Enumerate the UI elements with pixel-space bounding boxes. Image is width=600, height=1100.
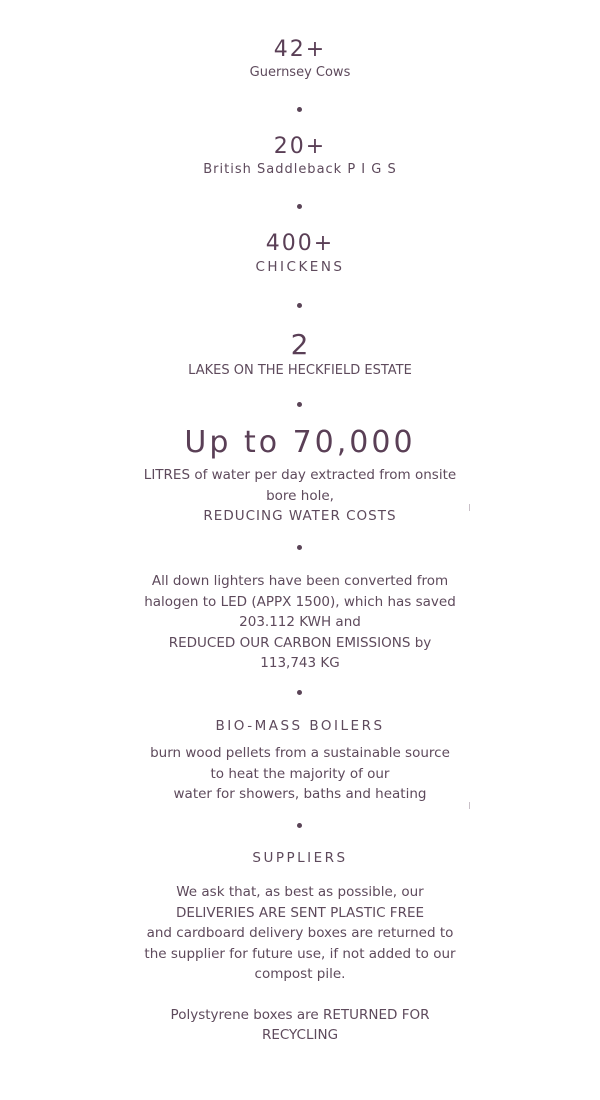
suppliers-line: compost pile. bbox=[254, 966, 346, 982]
lighting-section bbox=[0, 571, 600, 674]
stat-lakes-label: LAKES ON THE HECKFIELD ESTATE bbox=[188, 363, 412, 378]
lighting-line: REDUCED OUR CARBON EMISSIONS by bbox=[168, 634, 432, 651]
stat-lakes-number: 2 bbox=[290, 328, 310, 361]
lighting-line: 113,743 KG bbox=[260, 655, 340, 671]
stat-chickens-number: 400+ bbox=[265, 231, 335, 256]
stat-cows-number: 42+ bbox=[273, 37, 327, 62]
stat-pigs-label: British Saddleback P I G S bbox=[203, 162, 397, 177]
stat-pigs bbox=[0, 133, 600, 179]
lighting-line: 203.112 KWH and bbox=[239, 614, 361, 630]
stat-chickens-label: CHICKENS bbox=[255, 259, 345, 275]
separator-dot bbox=[297, 303, 302, 308]
decorative-mark bbox=[469, 802, 470, 809]
boilers-line: water for showers, baths and heating bbox=[173, 786, 427, 802]
suppliers-line: Polystyrene boxes are RETURNED FOR bbox=[170, 1006, 430, 1023]
boilers-line: to heat the majority of our bbox=[210, 765, 390, 782]
separator-dot bbox=[297, 402, 302, 407]
decorative-mark bbox=[469, 504, 470, 511]
suppliers-line: RECYCLING bbox=[261, 1027, 339, 1043]
boilers-heading: BIO-MASS BOILERS bbox=[215, 718, 385, 734]
stat-pigs-number: 20+ bbox=[273, 134, 327, 159]
suppliers-line: We ask that, as best as possible, our bbox=[176, 884, 424, 900]
suppliers-line: the supplier for future use, if not added to our bbox=[144, 945, 456, 962]
separator-dot bbox=[297, 823, 302, 828]
stat-water-line: REDUCING WATER COSTS bbox=[203, 508, 397, 524]
stat-chickens bbox=[0, 230, 600, 276]
stat-cows bbox=[0, 36, 600, 82]
suppliers-section bbox=[0, 848, 600, 1046]
separator-dot bbox=[297, 204, 302, 209]
boilers-section bbox=[0, 716, 600, 805]
suppliers-heading: SUPPLIERS bbox=[252, 850, 348, 866]
separator-dot bbox=[297, 545, 302, 550]
lighting-line: halogen to LED (APPX 1500), which has saved bbox=[144, 593, 456, 610]
stat-water-line: LITRES of water per day extracted from onsite bbox=[143, 467, 457, 483]
stat-water bbox=[0, 425, 600, 526]
stat-cows-label: Guernsey Cows bbox=[249, 65, 351, 80]
stat-water-line: bore hole, bbox=[266, 487, 334, 504]
stat-water-number: Up to 70,000 bbox=[184, 425, 416, 460]
suppliers-line: and cardboard delivery boxes are returned to bbox=[146, 925, 454, 941]
lighting-line: All down lighters have been converted from bbox=[151, 573, 449, 589]
suppliers-line: DELIVERIES ARE SENT PLASTIC FREE bbox=[175, 904, 425, 921]
boilers-line: burn wood pellets from a sustainable source bbox=[150, 745, 450, 761]
separator-dot bbox=[297, 690, 302, 695]
stat-lakes bbox=[0, 328, 600, 380]
separator-dot bbox=[297, 107, 302, 112]
